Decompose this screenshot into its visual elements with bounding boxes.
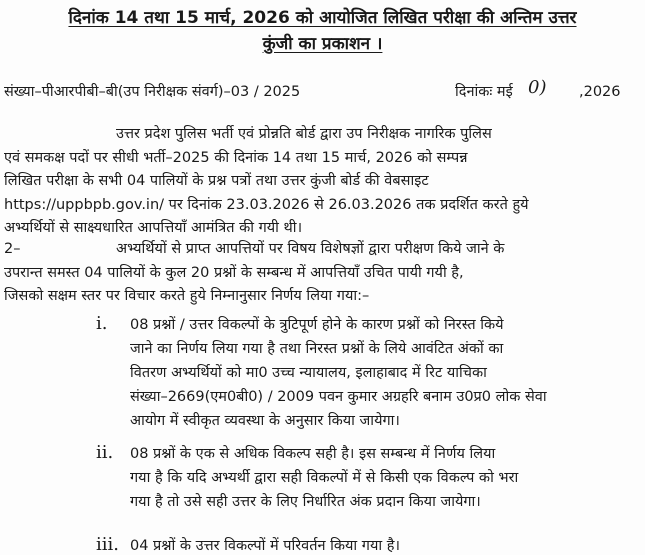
item-line: 08 प्रश्नों के एक से अधिक विकल्प सही है। इस सम्बन्ध में निर्णय लिया: [130, 446, 496, 462]
paragraph-2-line: उपरान्त समस्त 04 पालियों के कुल 20 प्रश्नों के सम्बन्ध में आपत्तियाँ उचित पायी गयी है,: [4, 264, 464, 281]
document-title-line-2: कुंजी का प्रकाशन ।: [262, 34, 383, 54]
item-numeral: i.: [96, 313, 108, 334]
item-line: संख्या–2669(एम0बी0) / 2009 पवन कुमार अग्रहरि बनाम उ0प्र0 लोक सेवा: [130, 389, 547, 405]
paragraph-1-line: https://uppbpb.gov.in/ पर दिनांक 23.03.2026 से 26.03.2026 तक प्रदर्शित करते हुये: [4, 196, 529, 213]
item-line: गया है कि यदि अभ्यर्थी द्वारा सही विकल्पों में से किसी एक विकल्प को भरा: [130, 470, 519, 486]
paragraph-2-line: अभ्यर्थियों से प्राप्त आपत्तियों पर विषय विशेषज्ञों द्वारा परीक्षण किये जाने के: [116, 241, 505, 257]
document-title-line-1: दिनांक 14 तथा 15 मार्च, 2026 को आयोजित लिखित परीक्षा की अन्तिम उत्तर: [68, 8, 577, 28]
item-numeral: ii.: [96, 442, 114, 463]
paragraph-2-number: 2–: [4, 241, 21, 257]
item-line: जाने का निर्णय लिया गया है तथा निरस्त प्रश्नों के लिये आवंटित अंकों का: [130, 341, 504, 357]
date-year: ,2026: [579, 84, 621, 100]
item-line: आयोग में स्वीकृत व्यवस्था के अनुसार किया जायेगा।: [130, 413, 400, 429]
item-numeral: iii.: [96, 534, 119, 555]
paragraph-1-line: लिखित परीक्षा के सभी 04 पालियों के प्रश्न पत्रों तथा उत्तर कुंजी बोर्ड की वेबसाइट: [4, 173, 429, 189]
paragraph-1: [4, 123, 629, 241]
reference-number: संख्या–पीआरपीबी–बी(उप निरीक्षक संवर्ग)–03 / 2025: [4, 84, 301, 100]
item-line: वितरण अभ्यर्थियों को मा0 उच्च न्यायालय, इलाहाबाद में रिट याचिका: [130, 365, 487, 381]
paragraph-1-line: एवं समकक्ष पदों पर सीधी भर्ती–2025 की दिनांक 14 तथा 15 मार्च, 2026 को सम्पन्न: [4, 149, 468, 166]
paragraph-1-line: अभ्यर्थियों से साक्ष्यधारित आपत्तियाँ आमंत्रित की गयी थी।: [4, 220, 303, 236]
paragraph-2-line: जिसको सक्षम स्तर पर विचार करते हुये निम्नानुसार निर्णय लिया गया:–: [4, 288, 370, 304]
paragraph-1-line: उत्तर प्रदेश पुलिस भर्ती एवं प्रोन्नति बोर्ड द्वारा उप निरीक्षक नागरिक पुलिस: [116, 126, 492, 142]
item-line: 08 प्रश्नों / उत्तर विकल्पों के त्रुटिपूर्ण होने के कारण प्रश्नों को निरस्त किये: [130, 317, 504, 333]
date-label: दिनांकः मई: [455, 84, 513, 100]
paragraph-2: [4, 238, 629, 309]
handwritten-day: 0): [528, 77, 547, 98]
item-line: 04 प्रश्नों के उत्तर विकल्पों में परिवर्तन किया गया है।: [130, 538, 400, 554]
item-line: गया है तो उसे सही उत्तर के लिए निर्धारित अंक प्रदान किया जायेगा।: [130, 494, 481, 510]
